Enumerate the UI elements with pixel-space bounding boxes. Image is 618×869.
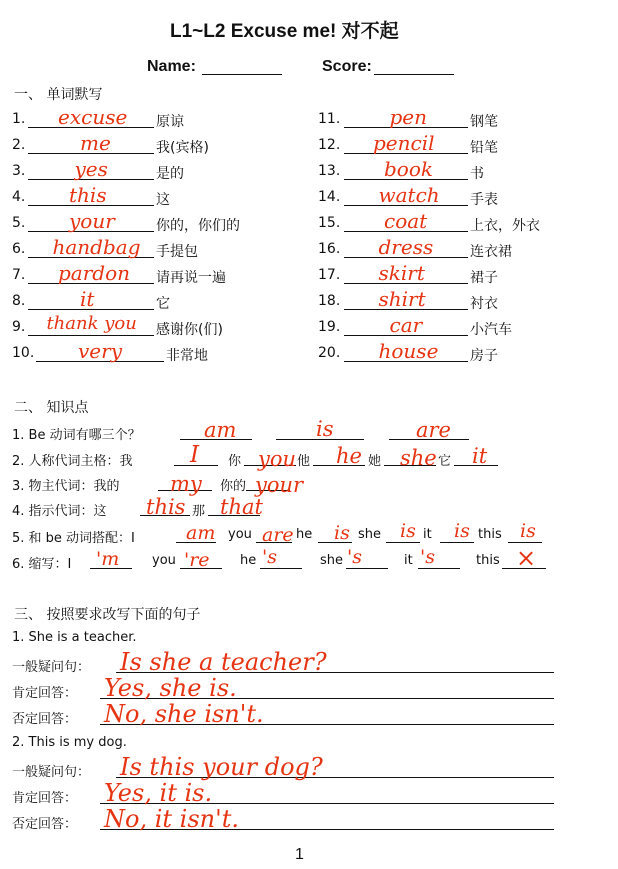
vocab-meaning: 我(宾格) (156, 140, 209, 156)
vocab-number: 12. (318, 137, 341, 153)
q3-answer-2: your (255, 473, 304, 497)
rewrite-answer: Yes, she is. (104, 674, 237, 702)
q2-text-1: 你 (228, 454, 242, 469)
vocab-meaning: 衬衣 (470, 296, 498, 312)
vocab-meaning: 连衣裙 (470, 244, 512, 260)
q5-answer-2: are (262, 524, 294, 546)
vocab-answer: pardon (58, 261, 131, 285)
q2-text-4: 它 (438, 454, 452, 469)
vocab-number: 17. (318, 267, 341, 283)
vocab-meaning: 手提包 (156, 244, 198, 260)
vocab-answer: me (80, 131, 111, 155)
q5-text-2: he (296, 527, 313, 542)
vocab-number: 18. (318, 293, 341, 309)
q5-answer-6: is (520, 520, 536, 542)
rewrite-label: 否定回答： (12, 712, 78, 727)
vocab-meaning: 请再说一遍 (156, 270, 226, 286)
q6-answer-2: 're (184, 549, 210, 571)
vocab-meaning: 裙子 (470, 270, 498, 286)
vocab-number: 4. (12, 189, 26, 205)
q4-answer-1: this (146, 495, 186, 519)
rewrite-answer: No, she isn't. (104, 700, 264, 728)
vocab-number: 19. (318, 319, 341, 335)
q2-label: 2. 人称代词主格：我 (12, 454, 133, 469)
q5-answer-4: is (400, 520, 416, 542)
vocab-meaning: 这 (156, 192, 170, 208)
vocab-meaning: 手表 (470, 192, 498, 208)
section2-heading: 二、 知识点 (14, 400, 89, 416)
vocab-answer: pencil (373, 131, 435, 155)
vocab-number: 16. (318, 241, 341, 257)
vocab-answer: shirt (378, 287, 426, 311)
vocab-answer: handbag (52, 235, 141, 259)
q5-label: 5. 和 be 动词搭配：I (12, 531, 135, 546)
page-number: 1 (295, 846, 304, 863)
vocab-answer: book (384, 157, 434, 181)
q5-blank-6[interactable] (508, 542, 542, 543)
vocab-answer: thank you (46, 313, 137, 334)
q3-answer-1: my (170, 472, 202, 496)
rewrite-label: 肯定回答： (12, 686, 78, 701)
vocab-meaning: 上衣，外衣 (470, 218, 540, 234)
q6-answer-3: 's (262, 546, 277, 568)
rewrite-answer: Is this your dog? (120, 753, 323, 781)
q1-answer-1: am (204, 418, 237, 442)
q2-answer-3: he (336, 444, 362, 468)
vocab-meaning: 是的 (156, 166, 184, 182)
vocab-number: 5. (12, 215, 26, 231)
vocab-answer: house (378, 339, 439, 363)
vocab-answer: yes (74, 157, 108, 181)
vocab-answer: pen (389, 105, 428, 129)
q5-blank-5[interactable] (440, 542, 474, 543)
vocab-meaning: 感谢你(们) (156, 322, 223, 338)
q5-text-3: she (358, 527, 382, 542)
q6-label: 6. 缩写：I (12, 557, 72, 572)
rewrite-label: 一般疑问句： (12, 660, 91, 675)
q5-answer-1: am (186, 522, 216, 544)
name-blank[interactable] (202, 74, 282, 75)
q5-text-5: this (478, 527, 502, 542)
q6-text-4: it (404, 553, 413, 568)
vocab-number: 13. (318, 163, 341, 179)
vocab-answer: watch (378, 183, 440, 207)
vocab-answer: your (69, 209, 115, 233)
q6-blank-3[interactable] (260, 568, 302, 569)
q6-text-5: this (476, 553, 500, 568)
vocab-number: 11. (318, 111, 341, 127)
q2-text-2: 他 (297, 454, 311, 469)
q6-answer-4: 's (347, 546, 362, 568)
vocab-answer: it (80, 287, 95, 311)
q6-answer-5: 's (420, 546, 435, 568)
vocab-meaning: 非常地 (166, 348, 208, 364)
vocab-answer: this (69, 183, 107, 207)
rewrite-label: 肯定回答： (12, 791, 78, 806)
vocab-meaning: 钢笔 (470, 114, 498, 130)
q5-text-1: you (228, 527, 252, 542)
q4-label: 4. 指示代词：这 (12, 504, 107, 519)
q6-text-2: he (240, 553, 257, 568)
vocab-number: 9. (12, 319, 26, 335)
source-sentence: 1. She is a teacher. (12, 630, 137, 645)
q5-answer-5: is (454, 520, 470, 542)
q2-text-3: 她 (368, 454, 382, 469)
rewrite-label: 一般疑问句： (12, 765, 91, 780)
q3-text-1: 你的 (220, 479, 247, 494)
vocab-blank[interactable] (28, 335, 154, 336)
vocab-answer: excuse (58, 105, 128, 129)
q4-text-1: 那 (192, 504, 206, 519)
worksheet-title: L1~L2 Excuse me! 对不起 (170, 21, 399, 42)
vocab-answer: dress (378, 235, 434, 259)
q1-answer-3: are (416, 418, 451, 442)
q6-text-1: you (152, 553, 176, 568)
section1-heading: 一、 单词默写 (14, 87, 103, 103)
section3-heading: 三、 按照要求改写下面的句子 (14, 607, 201, 623)
name-label: Name: (147, 58, 196, 75)
q2-answer-5: it (472, 444, 488, 468)
vocab-number: 3. (12, 163, 26, 179)
source-sentence: 2. This is my dog. (12, 735, 127, 750)
vocab-number: 14. (318, 189, 341, 205)
vocab-number: 10. (12, 345, 35, 361)
vocab-meaning: 小汽车 (470, 322, 512, 338)
vocab-number: 6. (12, 241, 26, 257)
vocab-number: 20. (318, 345, 341, 361)
rewrite-answer: No, it isn't. (104, 805, 239, 833)
vocab-meaning: 书 (470, 166, 484, 182)
rewrite-answer: Is she a teacher? (120, 648, 327, 676)
q4-answer-2: that (220, 495, 263, 519)
q5-answer-3: is (334, 522, 350, 544)
vocab-number: 1. (12, 111, 26, 127)
score-label: Score: (322, 58, 372, 75)
vocab-meaning: 你的，你们的 (156, 218, 240, 234)
q6-text-3: she (320, 553, 344, 568)
q6-blank-5[interactable] (418, 568, 460, 569)
vocab-meaning: 原谅 (156, 114, 184, 130)
rewrite-label: 否定回答： (12, 817, 78, 832)
vocab-answer: skirt (378, 261, 425, 285)
vocab-answer: car (389, 313, 423, 337)
q6-answer-6: × (516, 544, 537, 572)
vocab-meaning: 它 (156, 296, 170, 312)
rewrite-answer: Yes, it is. (104, 779, 213, 807)
q6-blank-4[interactable] (346, 568, 388, 569)
q2-answer-4: she (400, 446, 437, 470)
q6-answer-1: 'm (96, 548, 120, 570)
q3-label: 3. 物主代词：我的 (12, 479, 120, 494)
vocab-answer: coat (384, 209, 428, 233)
q2-answer-1: I (190, 442, 200, 468)
vocab-number: 7. (12, 267, 26, 283)
q5-blank-4[interactable] (386, 542, 420, 543)
vocab-answer: very (78, 339, 122, 363)
q2-answer-2: you (258, 447, 297, 471)
q1-label: 1. Be 动词有哪三个？ (12, 428, 141, 443)
vocab-meaning: 房子 (470, 348, 498, 364)
q1-answer-2: is (316, 417, 334, 441)
vocab-number: 15. (318, 215, 341, 231)
vocab-number: 8. (12, 293, 26, 309)
q5-text-4: it (423, 527, 432, 542)
score-blank[interactable] (374, 74, 454, 75)
vocab-number: 2. (12, 137, 26, 153)
vocab-meaning: 铅笔 (470, 140, 498, 156)
